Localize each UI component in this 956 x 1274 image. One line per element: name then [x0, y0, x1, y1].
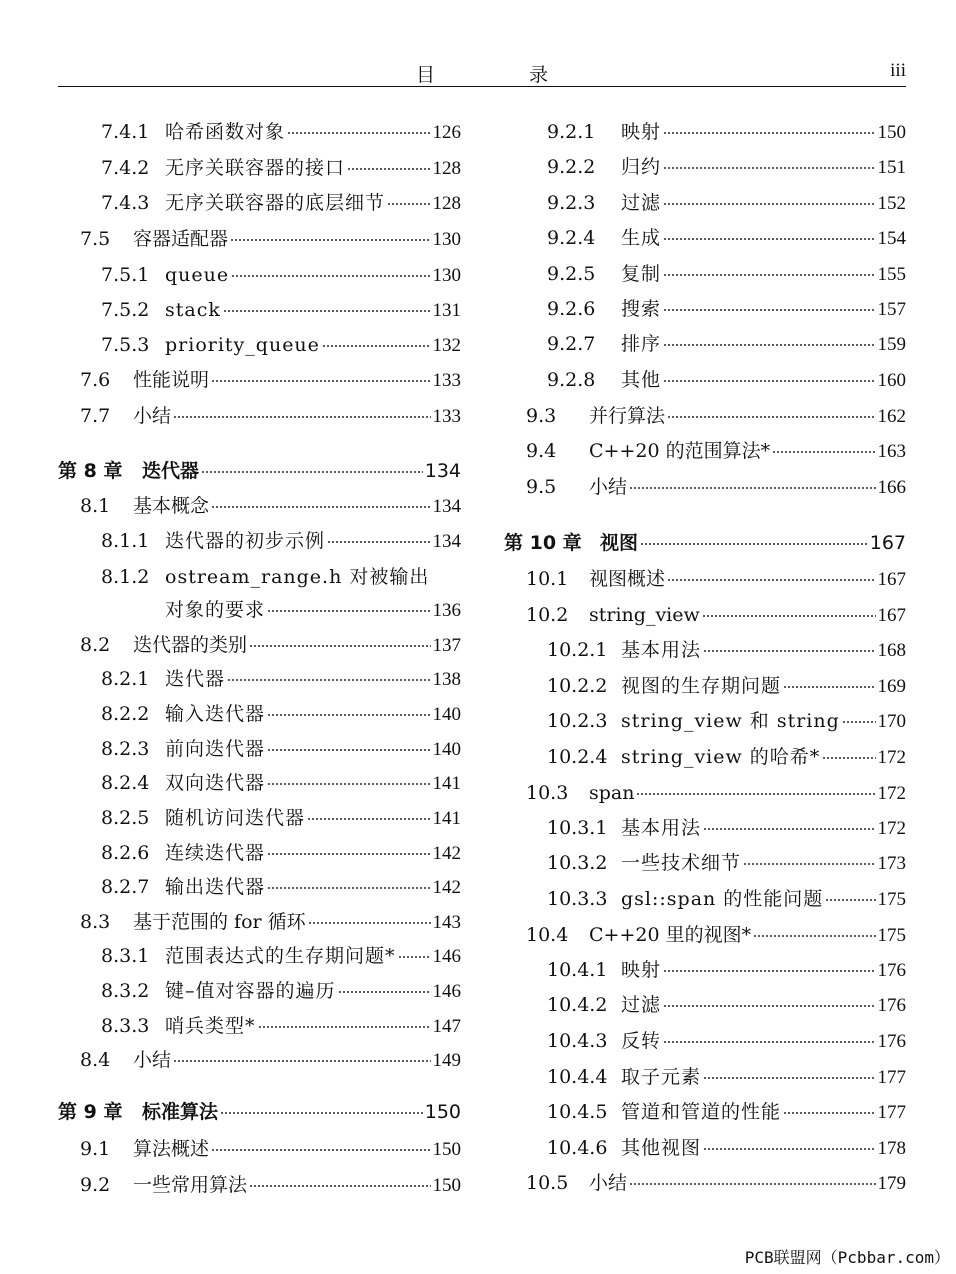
toc-entry-title: string_view 的哈希*: [621, 746, 821, 768]
toc-entry[interactable]: [526, 436, 906, 466]
toc-entry-page: 133: [432, 406, 461, 427]
toc-entry-title: 一些技术细节: [621, 852, 742, 874]
toc-entry-page: 172: [877, 747, 906, 768]
toc-entry[interactable]: [526, 1168, 906, 1198]
toc-leader-dots: [629, 483, 875, 493]
toc-entry-page: 166: [877, 477, 906, 498]
header-page-number: iii: [890, 60, 906, 81]
toc-entry-title: 哨兵类型*: [165, 1015, 256, 1037]
toc-entry[interactable]: [526, 401, 906, 431]
toc-entry-title: 迭代器的初步示例: [165, 530, 326, 552]
toc-entry-title: 归约: [621, 156, 662, 178]
toc-entry-number: 9.2.2: [547, 156, 596, 178]
toc-entry-title: 连续迭代器: [165, 842, 266, 864]
toc-entry[interactable]: [547, 1097, 906, 1127]
toc-entry-title: 管道和管道的性能: [621, 1101, 782, 1123]
toc-entry-number: 10.3.3: [547, 888, 608, 910]
toc-entry-page: 150: [432, 1175, 461, 1196]
toc-entry-number: 8.1: [80, 495, 111, 517]
toc-leader-dots: [783, 682, 875, 692]
toc-entry-number: 7.4.2: [101, 157, 150, 179]
toc-entry-page: 175: [877, 889, 906, 910]
toc-entry-title: 复制: [621, 263, 662, 285]
toc-leader-dots: [636, 789, 875, 799]
toc-entry-title: 输入迭代器: [165, 703, 266, 725]
toc-entry-number: 7.5: [80, 228, 111, 250]
toc-entry-number: 8.2.1: [101, 668, 150, 690]
toc-entry-page: 137: [432, 635, 461, 656]
toc-entry-number: 9.2.8: [547, 369, 596, 391]
toc-entry-title: 输出迭代器: [165, 876, 266, 898]
toc-entry-title: 映射: [621, 121, 662, 143]
toc-entry-page: 157: [877, 299, 906, 320]
toc-entry[interactable]: [526, 472, 906, 502]
toc-entry[interactable]: [547, 223, 906, 253]
toc-entry[interactable]: [547, 990, 906, 1020]
toc-entry[interactable]: [526, 920, 906, 950]
toc-entry[interactable]: [547, 152, 906, 182]
toc-entry-page: 163: [877, 441, 906, 462]
toc-entry-page: 136: [432, 600, 461, 621]
toc-entry-number: 10.4.3: [547, 1030, 608, 1052]
toc-entry-number: 8.1.2: [101, 566, 150, 588]
toc-entry-page: 173: [877, 853, 906, 874]
toc-entry-number: 10.4.6: [547, 1137, 608, 1159]
toc-entry-page: 146: [432, 981, 461, 1002]
toc-entry-title: 双向迭代器: [165, 772, 266, 794]
toc-entry-number: 第 9 章: [58, 1101, 123, 1123]
toc-entry-page: 142: [432, 877, 461, 898]
toc-entry-title: gsl::span 的性能问题: [621, 888, 824, 910]
toc-entry-page: 167: [877, 569, 906, 590]
toc-entry-title: 迭代器: [142, 460, 200, 482]
toc-entry-title: 基于范围的 for 循环: [133, 911, 306, 933]
toc-entry-title: 迭代器: [165, 668, 226, 690]
toc-entry-title: 标准算法: [142, 1101, 219, 1123]
toc-entry-page: 126: [432, 122, 461, 143]
toc-entry[interactable]: [547, 117, 906, 147]
toc-entry-page: 130: [432, 229, 461, 250]
toc-leader-dots: [663, 305, 875, 315]
toc-entry-title: queue: [165, 264, 230, 286]
toc-entry[interactable]: [547, 813, 906, 843]
toc-entry[interactable]: [547, 1062, 906, 1092]
toc-leader-dots: [825, 895, 875, 905]
toc-entry-number: 7.7: [80, 405, 111, 427]
toc-entry-number: 10.4.4: [547, 1066, 608, 1088]
toc-entry-title: 过滤: [621, 994, 662, 1016]
toc-entry-number: 10.2.2: [547, 675, 608, 697]
toc-entry-number: 10.3.2: [547, 852, 608, 874]
toc-leader-dots: [753, 931, 875, 941]
toc-entry-title: 视图: [600, 532, 639, 554]
toc-entry-title: string_view 和 string: [621, 710, 840, 732]
toc-entry-title: 小结: [133, 405, 172, 427]
toc-entry-title: 对象的要求: [165, 599, 266, 621]
toc-entry-title: 并行算法: [589, 405, 666, 427]
toc-leader-dots: [663, 376, 875, 386]
toc-leader-dots: [663, 163, 875, 173]
toc-entry-number: 7.4.3: [101, 192, 150, 214]
toc-entry[interactable]: [526, 600, 906, 630]
toc-entry-number: 8.3.3: [101, 1015, 150, 1037]
toc-entry-title: 无序关联容器的接口: [165, 157, 346, 179]
toc-entry-page: 170: [877, 711, 906, 732]
toc-leader-dots: [663, 199, 875, 209]
toc-entry-page: 155: [877, 264, 906, 285]
toc-leader-dots: [703, 824, 875, 834]
toc-entry-title: 视图概述: [589, 568, 666, 590]
toc-entry-title: 基本用法: [621, 817, 702, 839]
toc-entry[interactable]: [547, 365, 906, 395]
toc-entry-title: 基本概念: [133, 495, 210, 517]
toc-entry-page: 140: [432, 704, 461, 725]
toc-entry-title: 排序: [621, 333, 662, 355]
toc-entry-title: C++20 的范围算法*: [589, 440, 771, 462]
toc-entry-title: 其他: [621, 369, 662, 391]
toc-entry[interactable]: [547, 706, 906, 736]
toc-entry-page: 167: [869, 532, 906, 554]
toc-entry-number: 8.2.7: [101, 876, 150, 898]
toc-entry[interactable]: [547, 848, 906, 878]
toc-entry-page: 134: [432, 496, 461, 517]
toc-entry-title: 算法概述: [133, 1138, 210, 1160]
toc-entry-number: 10.4.2: [547, 994, 608, 1016]
toc-leader-dots: [667, 575, 875, 585]
toc-entry-title: 无序关联容器的底层细节: [165, 192, 386, 214]
toc-entry-number: 10.4.5: [547, 1101, 608, 1123]
toc-entry-title: 随机访问迭代器: [165, 807, 306, 829]
toc-entry-title: 反转: [621, 1030, 662, 1052]
toc-entry-page: 172: [877, 783, 906, 804]
toc-entry-title: span: [589, 782, 635, 804]
toc-entry-page: 142: [432, 843, 461, 864]
toc-leader-dots: [629, 1179, 875, 1189]
toc-entry-title: 一些常用算法: [133, 1174, 248, 1196]
toc-entry-page: 143: [432, 912, 461, 933]
toc-entry-title: 性能说明: [133, 369, 210, 391]
toc-entry-title: 前向迭代器: [165, 738, 266, 760]
toc-entry-title: 容器适配器: [133, 228, 229, 250]
toc-entry-number: 8.3.1: [101, 945, 150, 967]
toc-entry-page: 128: [432, 158, 461, 179]
toc-entry[interactable]: [547, 955, 906, 985]
toc-leader-dots: [663, 270, 875, 280]
toc-entry-number: 9.3: [526, 405, 557, 427]
toc-entry-number: 10.3: [526, 782, 569, 804]
toc-entry[interactable]: [547, 671, 906, 701]
toc-leader-dots: [667, 412, 875, 422]
toc-leader-dots: [640, 539, 868, 549]
toc-entry-title: 范围表达式的生存期问题*: [165, 945, 396, 967]
toc-entry-page: 134: [424, 460, 461, 482]
toc-entry-page: 150: [432, 1139, 461, 1160]
toc-entry-page: 128: [432, 193, 461, 214]
toc-entry-number: 9.2.7: [547, 333, 596, 355]
toc-leader-dots: [663, 1037, 875, 1047]
toc-entry-title: stack: [165, 299, 221, 321]
toc-entry[interactable]: [526, 778, 906, 808]
toc-entry-page: 178: [877, 1138, 906, 1159]
toc-entry-page: 169: [877, 676, 906, 697]
header-title: 目 录: [415, 64, 593, 86]
toc-entry-title: 键–值对容器的遍历: [165, 980, 336, 1002]
toc-leader-dots: [703, 1144, 875, 1154]
toc-entry-number: 9.2.4: [547, 227, 596, 249]
toc-entry-title: 过滤: [621, 192, 662, 214]
toc-leader-dots: [663, 1001, 875, 1011]
toc-entry-page: 150: [424, 1101, 461, 1123]
toc-entry[interactable]: [526, 564, 906, 594]
toc-entry-number: 9.2.5: [547, 263, 596, 285]
toc-entry-page: 179: [877, 1173, 906, 1194]
toc-entry-number: 7.6: [80, 369, 111, 391]
toc-entry-number: 10.4.1: [547, 959, 608, 981]
toc-entry[interactable]: [547, 294, 906, 324]
toc-entry-number: 9.2.6: [547, 298, 596, 320]
toc-entry-number: 8.2: [80, 634, 111, 656]
toc-entry[interactable]: [547, 635, 906, 665]
toc-entry-page: 154: [877, 228, 906, 249]
toc-entry-page: 140: [432, 739, 461, 760]
toc-entry-title: 小结: [589, 1172, 628, 1194]
toc-entry-number: 9.2: [80, 1174, 111, 1196]
toc-entry-title: 哈希函数对象: [165, 121, 286, 143]
toc-entry-page: 177: [877, 1067, 906, 1088]
toc-entry-page: 168: [877, 640, 906, 661]
toc-entry-number: 10.2: [526, 604, 569, 626]
toc-entry-number: 8.4: [80, 1049, 111, 1071]
toc-leader-dots: [822, 753, 875, 763]
toc-entry-title: ostream_range.h 对被输出: [165, 566, 430, 588]
toc-entry-number: 8.2.3: [101, 738, 150, 760]
toc-entry-number: 8.2.5: [101, 807, 150, 829]
toc-entry-title: 搜索: [621, 298, 662, 320]
toc-leader-dots: [703, 1073, 875, 1083]
toc-entry-title: 生成: [621, 227, 662, 249]
watermark: PCB联盟网（Pcbbar.com）: [744, 1248, 950, 1267]
toc-entry-number: 8.3.2: [101, 980, 150, 1002]
toc-entry-page: 172: [877, 818, 906, 839]
toc-entry-title: 映射: [621, 959, 662, 981]
toc-entry[interactable]: [547, 259, 906, 289]
toc-entry-number: 8.2.4: [101, 772, 150, 794]
toc-entry[interactable]: [547, 1133, 906, 1163]
toc-leader-dots: [703, 646, 875, 656]
toc-entry-number: 7.5.2: [101, 299, 150, 321]
toc-entry-title: 基本用法: [621, 639, 702, 661]
toc-entry[interactable]: [547, 1026, 906, 1056]
toc-entry-page: 175: [877, 925, 906, 946]
toc-entry-number: 10.2.1: [547, 639, 608, 661]
toc-entry-number: 第 10 章: [504, 532, 582, 554]
toc-entry-number: 8.2.2: [101, 703, 150, 725]
toc-entry-title: C++20 里的视图*: [589, 924, 752, 946]
toc-entry-number: 10.5: [526, 1172, 569, 1194]
toc-entry-title: 迭代器的类别: [133, 634, 248, 656]
toc-leader-dots: [663, 340, 875, 350]
toc-entry-number: 8.1.1: [101, 530, 150, 552]
toc-entry-page: 133: [432, 370, 461, 391]
toc-entry-title: 小结: [133, 1049, 172, 1071]
toc-entry-page: 176: [877, 1031, 906, 1052]
toc-entry-page: 132: [432, 335, 461, 356]
toc-entry-page: 138: [432, 669, 461, 690]
toc-entry-number: 7.4.1: [101, 121, 150, 143]
toc-entry-page: 167: [877, 605, 906, 626]
toc-entry-number: 9.2.3: [547, 192, 596, 214]
toc-entry-page: 176: [877, 995, 906, 1016]
toc-entry-number: 9.1: [80, 1138, 111, 1160]
toc-entry-title: 视图的生存期问题: [621, 675, 782, 697]
toc-leader-dots: [842, 717, 876, 727]
toc-leader-dots: [663, 966, 875, 976]
toc-entry[interactable]: [547, 742, 906, 772]
toc-entry-number: 9.5: [526, 476, 557, 498]
toc-entry-number: 10.4: [526, 924, 569, 946]
toc-entry-page: 162: [877, 406, 906, 427]
toc-entry-page: 150: [877, 122, 906, 143]
toc-entry-page: 160: [877, 370, 906, 391]
toc-entry-page: 134: [432, 531, 461, 552]
toc-entry-number: 第 8 章: [58, 460, 123, 482]
toc-entry-page: 147: [432, 1016, 461, 1037]
toc-entry-title: string_view: [589, 604, 700, 626]
toc-entry-number: 7.5.1: [101, 264, 150, 286]
toc-entry-page: 131: [432, 300, 461, 321]
toc-entry-number: 8.3: [80, 911, 111, 933]
toc-entry-title: 取子元素: [621, 1066, 702, 1088]
toc-entry-title: 小结: [589, 476, 628, 498]
toc-entry-page: 177: [877, 1102, 906, 1123]
toc-leader-dots: [743, 859, 875, 869]
toc-entry-page: 151: [877, 157, 906, 178]
toc-leader-dots: [663, 234, 875, 244]
toc-leader-dots: [783, 1108, 875, 1118]
toc-leader-dots: [702, 611, 876, 621]
toc-entry[interactable]: [547, 188, 906, 218]
toc-entry-page: 149: [432, 1050, 461, 1071]
toc-entry-page: 130: [432, 265, 461, 286]
toc-entry-page: 141: [432, 773, 461, 794]
toc-entry[interactable]: [547, 884, 906, 914]
toc-entry-title: priority_queue: [165, 334, 320, 356]
toc-entry-number: 10.1: [526, 568, 569, 590]
toc-leader-dots: [663, 128, 875, 138]
toc-entry-number: 8.2.6: [101, 842, 150, 864]
toc-entry-page: 146: [432, 946, 461, 967]
toc-entry-number: 10.2.3: [547, 710, 608, 732]
toc-chapter-entry[interactable]: [504, 528, 906, 558]
toc-entry-number: 9.4: [526, 440, 557, 462]
toc-entry-number: 10.3.1: [547, 817, 608, 839]
toc-entry-title: 其他视图: [621, 1137, 702, 1159]
toc-entry-number: 10.2.4: [547, 746, 608, 768]
toc-entry[interactable]: [547, 329, 906, 359]
toc-entry-page: 159: [877, 334, 906, 355]
toc-entry-number: 7.5.3: [101, 334, 150, 356]
toc-entry-number: 9.2.1: [547, 121, 596, 143]
toc-entry-page: 152: [877, 193, 906, 214]
toc-entry-page: 141: [432, 808, 461, 829]
toc-entry-page: 176: [877, 960, 906, 981]
toc-leader-dots: [772, 447, 875, 457]
